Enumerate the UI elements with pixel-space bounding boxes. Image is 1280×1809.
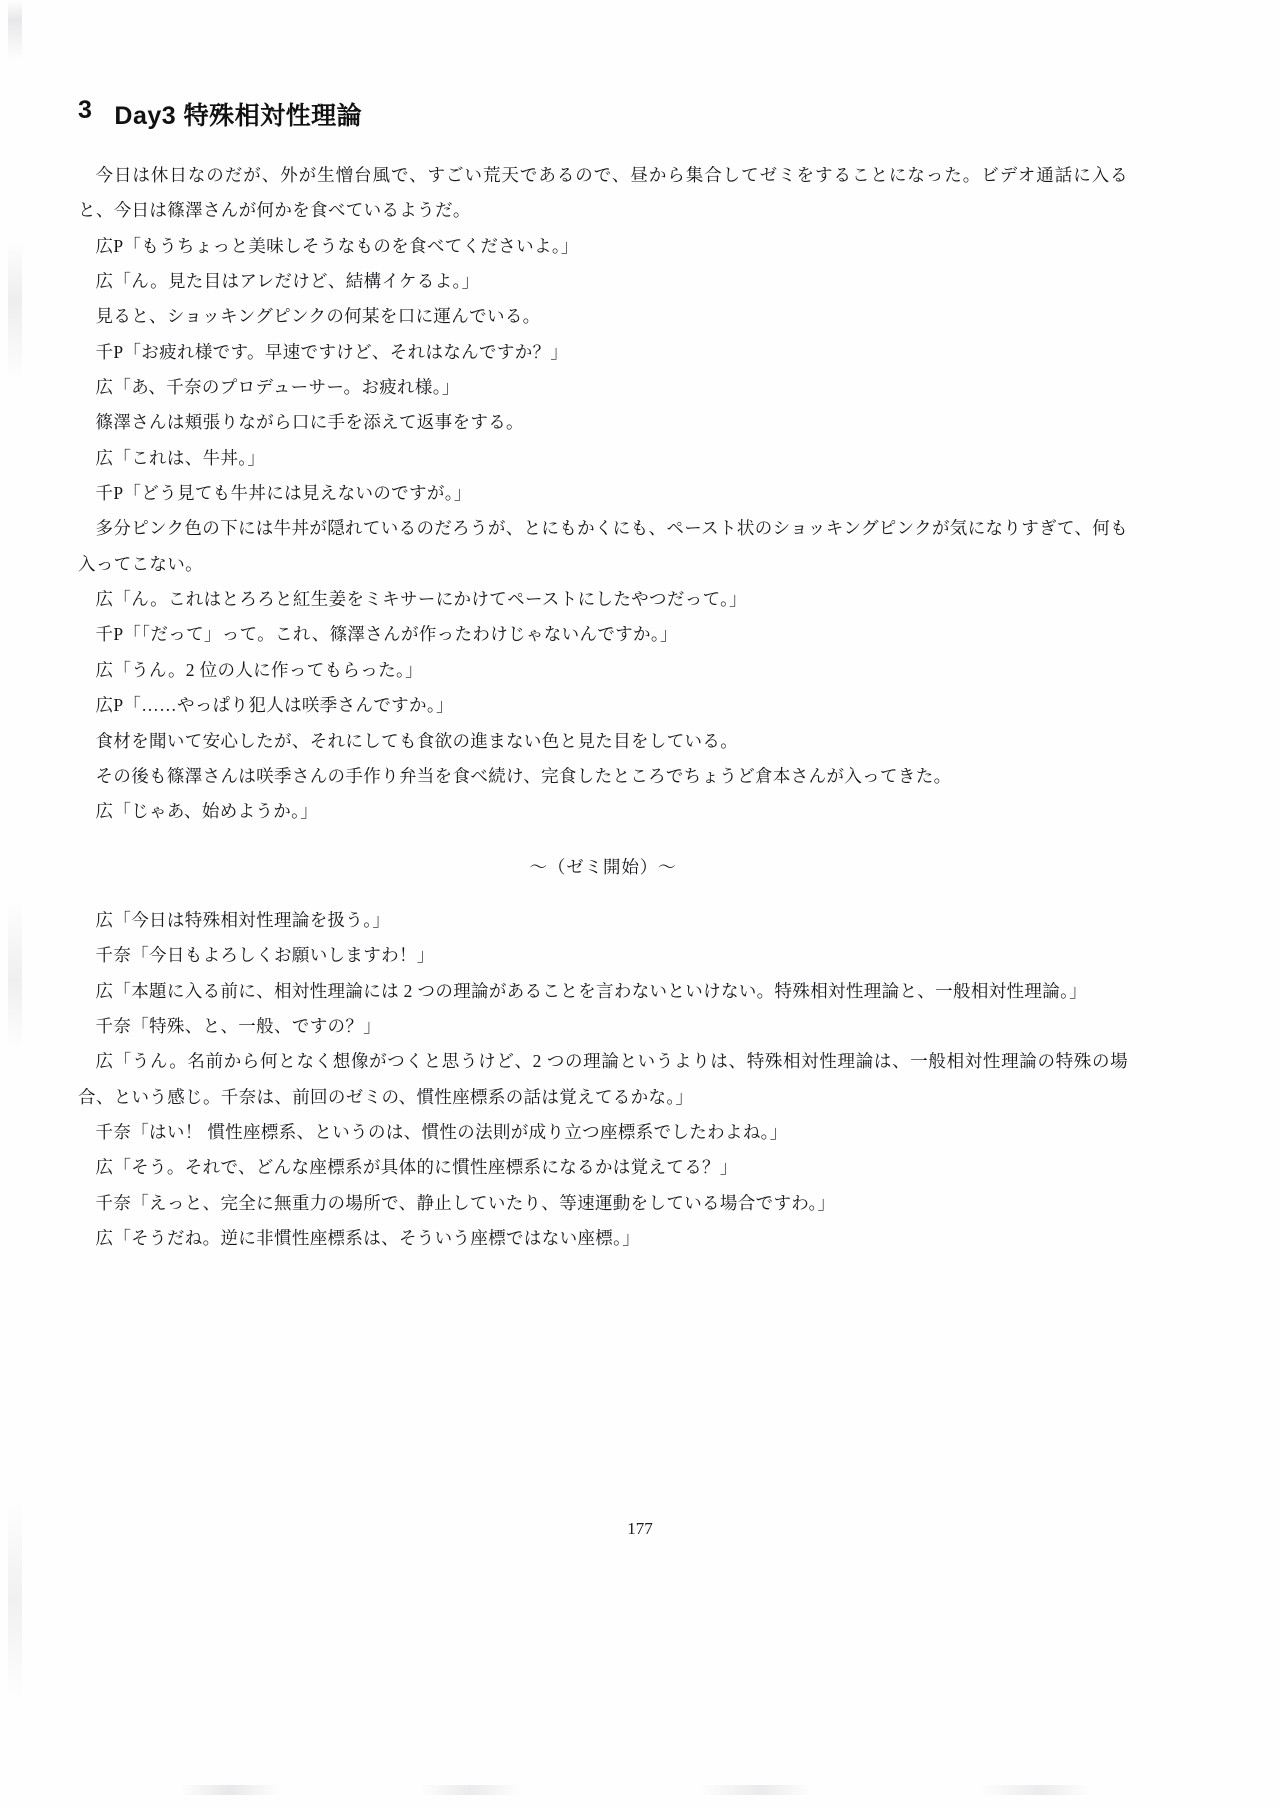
scan-bottom-artifact — [0, 1785, 1280, 1795]
paragraph: 広「うん。2 位の人に作ってもらった。」 — [95, 659, 423, 680]
paragraph: 広P「もうちょっと美味しそうなものを食べてくださいよ。」 — [95, 235, 579, 256]
section-number: 3 — [78, 96, 93, 124]
paragraph: 千P「お疲れ様です。早速ですけど、それはなんですか？」 — [95, 341, 569, 362]
paragraph: 千奈「えっと、完全に無重力の場所で、静止していたり、等速運動をしている場合ですわ。」 — [95, 1192, 836, 1213]
paragraph: 広「ん。これはとろろと紅生姜をミキサーにかけてペーストにしたやつだって。」 — [95, 589, 748, 610]
body-text-block — [78, 158, 1128, 1256]
paragraph: 千奈「はい！ 慣性座標系、というのは、慣性の法則が成り立つ座標系でしたわよね。」 — [95, 1121, 788, 1142]
scene-break: 〜（ゼミ開始）〜 — [529, 856, 677, 877]
paragraph: その後も篠澤さんは咲季さんの手作り弁当を食べ続け、完食したところでちょうど倉本さんが入ってきた。 — [95, 765, 952, 786]
paragraph: 食材を聞いて安心したが、それにしても食欲の進まない色と見た目をしている。 — [95, 730, 739, 751]
paragraph: 今日は休日なのだが、外が生憎台風で、すごい荒天であるので、昼から集合してゼミをすることになった。ビデオ通話に入ると、今日は篠澤さんが何かを食べているようだ。 — [78, 165, 1128, 221]
paragraph: 見ると、ショッキングピンクの何某を口に運んでいる。 — [95, 306, 541, 327]
paragraph: 千P「「だって」って。これ、篠澤さんが作ったわけじゃないんですか。」 — [95, 624, 678, 645]
paragraph: 広「ん。見た目はアレだけど、結構イケるよ。」 — [95, 271, 480, 292]
paragraph: 広「本題に入る前に、相対性理論には 2 つの理論があることを言わないといけない。特殊相対性理論と、一般相対性理論。」 — [95, 980, 1088, 1001]
page-number: 177 — [627, 1519, 653, 1538]
paragraph: 多分ピンク色の下には牛丼が隠れているのだろうが、とにもかくにも、ペースト状のショッキングピンクが気になりすぎて、何も入ってこない。 — [78, 518, 1128, 574]
paragraph: 広「じゃあ、始めようか。」 — [95, 801, 319, 822]
paragraph: 広「あ、千奈のプロデューサー。お疲れ様。」 — [95, 377, 460, 398]
paragraph: 千奈「今日もよろしくお願いしますわ！」 — [95, 945, 435, 966]
paragraph: 千P「どう見ても牛丼には見えないのですが。」 — [95, 483, 472, 504]
paragraph: 広P「……やっぱり犯人は咲季さんですか。」 — [95, 695, 454, 716]
paragraph: 篠澤さんは頬張りながら口に手を添えて返事をする。 — [95, 412, 524, 433]
paragraph: 千奈「特殊、と、一般、ですの？」 — [95, 1015, 382, 1036]
paragraph: 広「今日は特殊相対性理論を扱う。」 — [95, 909, 391, 930]
section-title: Day3 特殊相対性理論 — [114, 102, 363, 130]
page-content — [78, 96, 1128, 1256]
paragraph: 広「これは、牛丼。」 — [95, 447, 266, 468]
paragraph: 広「うん。名前から何となく想像がつくと思うけど、2 つの理論というよりは、特殊相対性理論は、一般相対性理論の特殊の場合、という感じ。千奈は、前回のゼミの、慣性座標系の話は覚えてるかな。」 — [78, 1051, 1128, 1107]
paragraph: 広「そう。それで、どんな座標系が具体的に慣性座標系になるかは覚えてる？」 — [95, 1157, 738, 1178]
page-title — [78, 96, 1128, 132]
paragraph: 広「そうだね。逆に非慣性座標系は、そういう座標ではない座標。」 — [95, 1227, 641, 1248]
